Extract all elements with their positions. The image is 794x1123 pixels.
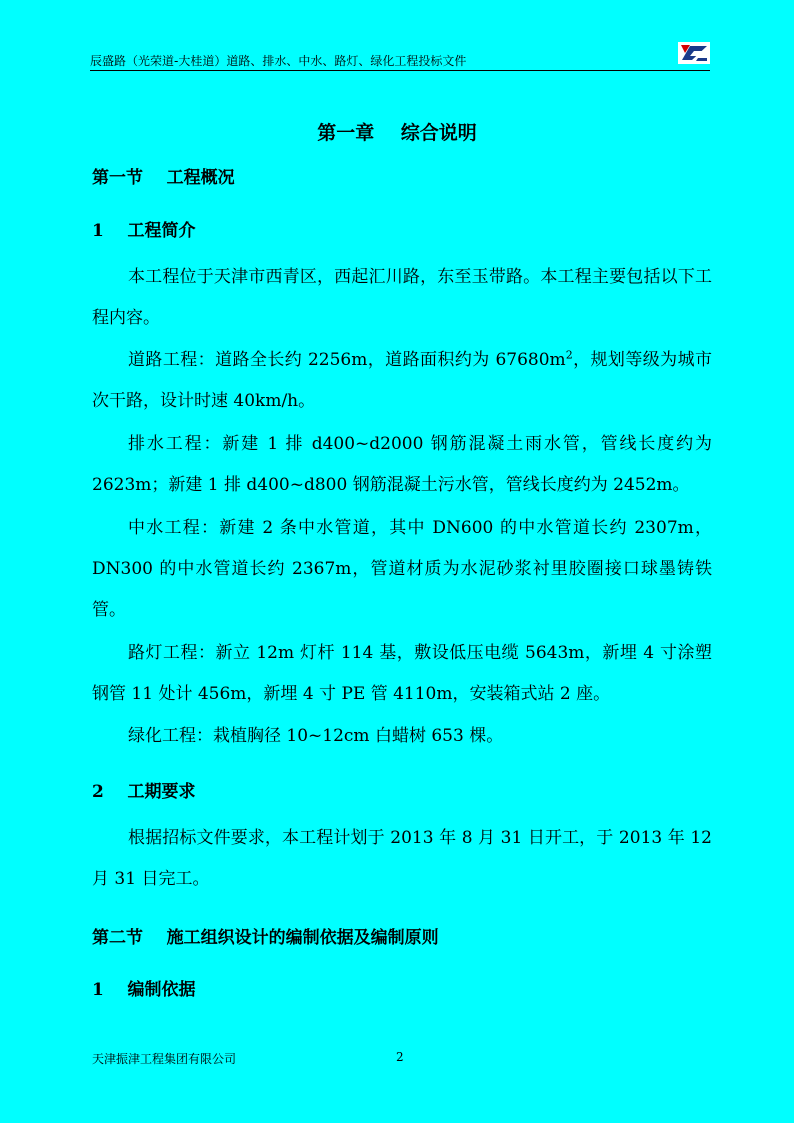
paragraph: 根据招标文件要求，本工程计划于 2013 年 8 月 31 日开工，于 2013 年 12 月 31 日完工。	[92, 828, 712, 889]
page-number: 2	[396, 1050, 404, 1064]
paragraph-text: ，规划等级为城市次干路，设计时速 40km/h。	[92, 350, 713, 411]
chapter-title: 第一章 综合说明	[317, 122, 477, 144]
paragraph	[92, 340, 712, 422]
paragraph: 本工程位于天津市西青区，西起汇川路，东至玉带路。本工程主要包括以下工程内容。	[92, 267, 712, 328]
section-title: 第二节 施工组织设计的编制依据及编制原则	[92, 928, 439, 948]
paragraph: 路灯工程：新立 12m 灯杆 114 基，敷设低压电缆 5643m，新埋 4 寸涂塑钢管 11 处计 456m，新埋 4 寸 PE 管 4110m，安装箱式站 2 座。	[92, 643, 712, 704]
paragraph: 排水工程：新建 1 排 d400~d2000 钢筋混凝土雨水管，管线长度约为 2623m；新建 1 排 d400~d800 钢筋混凝土污水管，管线长度约为 2452m。	[92, 434, 712, 495]
superscript: 2	[565, 348, 573, 362]
subsection-title: 2 工期要求	[92, 782, 196, 802]
paragraph-text: 道路工程：道路全长约 2256m，道路面积约为 67680m	[128, 350, 566, 370]
footer-company: 天津振津工程集团有限公司	[92, 1052, 237, 1066]
paragraph: 中水工程：新建 2 条中水管道，其中 DN600 的中水管道长约 2307m，DN300 的中水管道长约 2367m，管道材质为水泥砂浆衬里胶圈接口球墨铸铁管。	[92, 518, 712, 620]
section-title: 第一节 工程概况	[92, 168, 235, 188]
page-header	[90, 40, 710, 71]
subsection-title: 1 工程简介	[92, 221, 196, 241]
paragraph: 绿化工程：栽植胸径 10~12cm 白蜡树 653 棵。	[128, 726, 504, 746]
header-title: 辰盛路（光荣道-大桂道）道路、排水、中水、路灯、绿化工程投标文件	[90, 54, 467, 68]
company-logo-icon	[678, 42, 710, 64]
subsection-title: 1 编制依据	[92, 980, 196, 1000]
